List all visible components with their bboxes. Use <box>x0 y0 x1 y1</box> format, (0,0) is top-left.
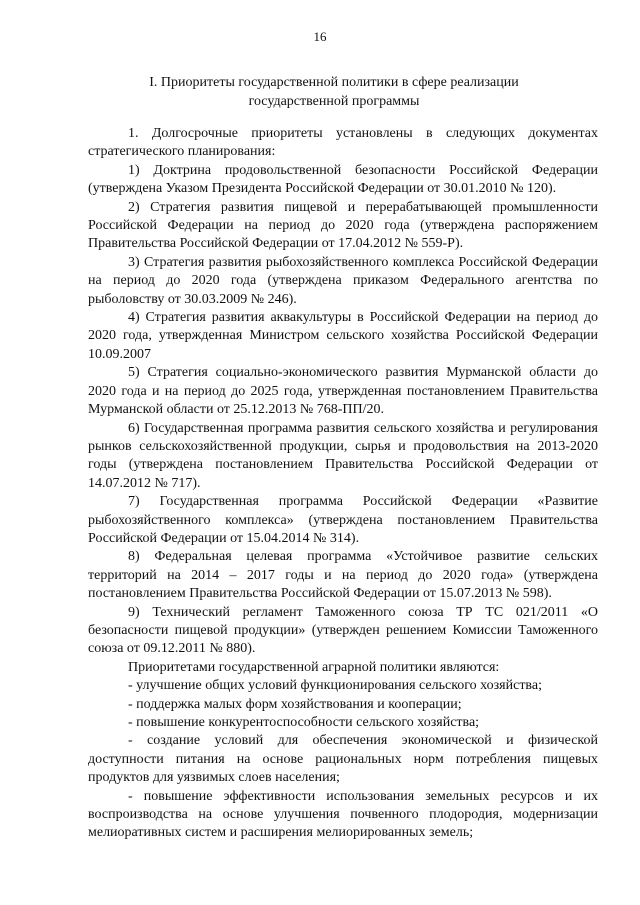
list-item-9: 9) Технический регламент Таможенного союза ТР ТС 021/2011 «О безопасности пищевой продукции» (утвержден решением Комиссии Таможенного союза от 09.12.2011 № 880). <box>88 604 598 657</box>
list-item-5: 5) Стратегия социально-экономического развития Мурманской области до 2020 года и на период до 2025 года, утвержденная постановлением Правительства Мурманской области от 25.12.2013 № 768-ПП/20. <box>88 365 598 418</box>
section-heading <box>88 73 580 111</box>
priority-item: - повышение эффективности использования земельных ресурсов и их воспроизводства на основе улучшения почвенного плодородия, модернизации мелиоративных систем и расширения мелиорированных земель; <box>88 788 598 841</box>
list-item-4: 4) Стратегия развития аквакультуры в Российской Федерации на период до 2020 года, утвержденная Министром сельского хозяйства Российской Федерации 10.09.2007 <box>88 310 598 362</box>
priority-item: - повышение конкурентоспособности сельского хозяйства; <box>128 715 480 730</box>
priority-item: - поддержка малых форм хозяйствования и кооперации; <box>128 696 462 712</box>
list-item-1: 1) Доктрина продовольственной безопасности Российской Федерации (утверждена Указом Президента Российской Федерации от 30.01.2010 № 120). <box>88 162 598 197</box>
list-item-6: 6) Государственная программа развития сельского хозяйства и регулирования рынков сельскохозяйственной продукции, сырья и продовольствия на 2013-2020 годы (утверждена постановлением Правительства Российской Федерации от 14.07.2012 № 717). <box>88 420 598 491</box>
document-body <box>88 125 598 843</box>
section-heading-line-2: государственной программы <box>248 94 420 109</box>
list-item-2: 2) Стратегия развития пищевой и перерабатывающей промышленности Российской Федерации на период до 2020 года (утверждена распоряжением Правительства Российской Федерации от 17.04.2012 № 559-Р). <box>88 199 598 252</box>
paragraph-intro: 1. Долгосрочные приоритеты установлены в следующих документах стратегического планирования: <box>88 126 598 160</box>
section-heading-line-1: I. Приоритеты государственной политики в сфере реализации <box>149 75 519 90</box>
list-item-7: 7) Государственная программа Российской Федерации «Развитие рыбохозяйственного комплекса» (утверждена постановлением Правительства Российской Федерации от 15.04.2014 № 314). <box>88 494 598 546</box>
list-item-3: 3) Стратегия развития рыбохозяйственного комплекса Российской Федерации на период до 2020 года (утверждена приказом Федерального агентства по рыболовству от 30.03.2009 № 246). <box>88 254 598 307</box>
priorities-intro: Приоритетами государственной аграрной политики являются: <box>128 659 500 675</box>
priority-item: - создание условий для обеспечения экономической и физической доступности питания на основе рациональных норм потребления пищевых продуктов для уязвимых слоев населения; <box>88 733 598 786</box>
list-item-8: 8) Федеральная целевая программа «Устойчивое развитие сельских территорий на 2014 – 2017 годы и на период до 2020 года» (утверждена постановлением Правительства Российской Федерации от 15.07.2013 № 598). <box>88 549 598 602</box>
page-number: 16 <box>313 29 327 44</box>
priority-item: - улучшение общих условий функционирования сельского хозяйства; <box>128 678 542 694</box>
